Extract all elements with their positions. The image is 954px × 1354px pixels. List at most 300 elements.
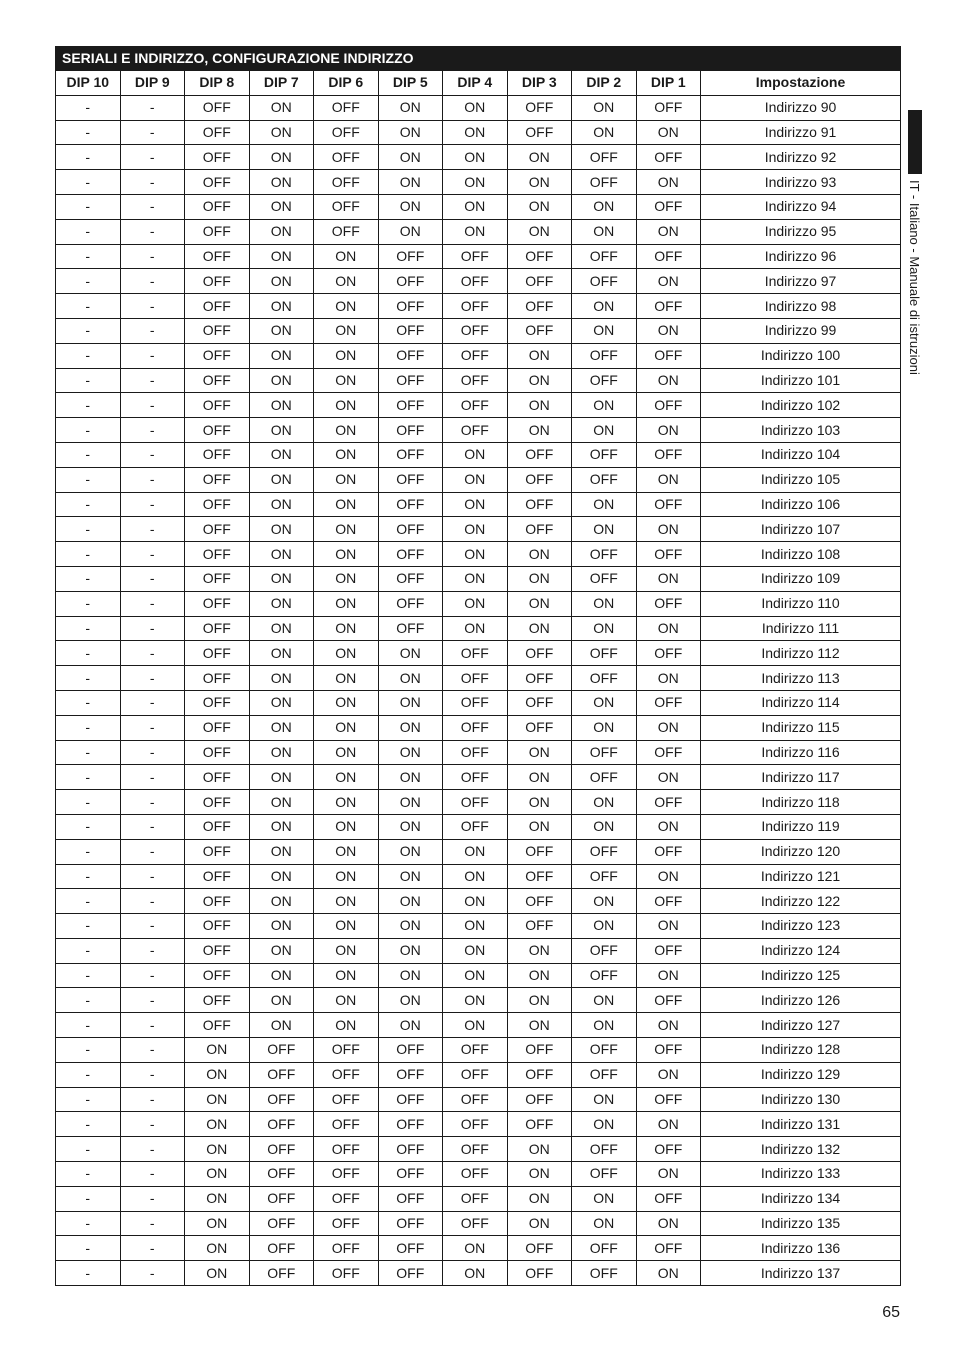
dip-state-cell: - [56,145,121,170]
setting-cell: Indirizzo 137 [701,1261,901,1286]
table-row [56,864,901,889]
dip-state-cell: ON [249,790,314,815]
table-header-row [56,71,901,96]
dip-state-cell: ON [314,1013,379,1038]
column-header: DIP 5 [378,71,443,96]
setting-cell: Indirizzo 107 [701,517,901,542]
dip-state-cell: OFF [507,1236,572,1261]
setting-cell: Indirizzo 133 [701,1162,901,1187]
table-row [56,145,901,170]
dip-state-cell: OFF [249,1038,314,1063]
dip-state-cell: OFF [572,765,637,790]
setting-cell: Indirizzo 91 [701,120,901,145]
dip-state-cell: OFF [443,814,508,839]
setting-cell: Indirizzo 124 [701,938,901,963]
dip-state-cell: ON [636,963,701,988]
dip-state-cell: ON [636,765,701,790]
dip-state-cell: OFF [443,765,508,790]
setting-cell: Indirizzo 135 [701,1211,901,1236]
dip-state-cell: - [120,145,185,170]
dip-state-cell: ON [572,1112,637,1137]
table-row [56,1186,901,1211]
setting-cell: Indirizzo 120 [701,839,901,864]
dip-state-cell: ON [378,839,443,864]
dip-state-cell: ON [636,814,701,839]
dip-state-cell: - [56,393,121,418]
dip-state-cell: OFF [636,1236,701,1261]
dip-state-cell: ON [443,1236,508,1261]
table-row [56,219,901,244]
column-header: DIP 7 [249,71,314,96]
table-row [56,690,901,715]
column-header: DIP 6 [314,71,379,96]
dip-state-cell: ON [249,616,314,641]
dip-state-cell: OFF [185,715,250,740]
dip-state-cell: OFF [314,1261,379,1286]
dip-state-cell: - [120,814,185,839]
setting-cell: Indirizzo 114 [701,690,901,715]
dip-state-cell: ON [249,566,314,591]
dip-state-cell: OFF [378,318,443,343]
setting-cell: Indirizzo 118 [701,790,901,815]
dip-state-cell: OFF [185,542,250,567]
dip-state-cell: - [56,467,121,492]
dip-state-cell: ON [507,988,572,1013]
setting-cell: Indirizzo 96 [701,244,901,269]
dip-state-cell: OFF [443,715,508,740]
dip-state-cell: ON [507,219,572,244]
dip-state-cell: OFF [636,790,701,815]
dip-state-cell: OFF [572,368,637,393]
dip-state-cell: ON [636,517,701,542]
table-row [56,1211,901,1236]
dip-switch-table [55,46,901,1286]
dip-state-cell: - [56,963,121,988]
dip-state-cell: ON [249,343,314,368]
dip-state-cell: ON [249,914,314,939]
dip-state-cell: ON [185,1137,250,1162]
dip-state-cell: OFF [507,1261,572,1286]
dip-state-cell: ON [314,343,379,368]
dip-state-cell: ON [507,765,572,790]
dip-state-cell: - [120,889,185,914]
dip-state-cell: - [56,988,121,1013]
dip-state-cell: - [120,1261,185,1286]
dip-state-cell: ON [443,889,508,914]
table-row [56,1038,901,1063]
dip-state-cell: OFF [378,1062,443,1087]
dip-state-cell: - [56,368,121,393]
dip-state-cell: OFF [443,790,508,815]
dip-state-cell: - [56,666,121,691]
dip-state-cell: OFF [636,294,701,319]
dip-state-cell: ON [249,219,314,244]
dip-state-cell: ON [378,765,443,790]
dip-state-cell: OFF [185,517,250,542]
dip-state-cell: ON [636,318,701,343]
dip-state-cell: OFF [636,641,701,666]
dip-state-cell: ON [572,294,637,319]
dip-state-cell: ON [378,666,443,691]
setting-cell: Indirizzo 113 [701,666,901,691]
dip-state-cell: ON [507,1211,572,1236]
dip-state-cell: ON [249,467,314,492]
dip-state-cell: - [120,616,185,641]
table-row [56,914,901,939]
dip-state-cell: ON [249,294,314,319]
dip-state-cell: OFF [443,1186,508,1211]
dip-state-cell: - [120,666,185,691]
table-row [56,1087,901,1112]
dip-state-cell: ON [636,1211,701,1236]
dip-state-cell: - [120,368,185,393]
dip-state-cell: ON [314,864,379,889]
table-row [56,765,901,790]
dip-state-cell: OFF [443,244,508,269]
dip-state-cell: ON [507,368,572,393]
dip-state-cell: OFF [185,244,250,269]
dip-state-cell: ON [314,938,379,963]
dip-state-cell: - [56,1062,121,1087]
table-title: SERIALI E INDIRIZZO, CONFIGURAZIONE INDIRIZZO [56,47,901,71]
side-language-label: IT - Italiano - Manuale di istruzioni [907,180,922,375]
dip-state-cell: OFF [249,1112,314,1137]
table-row [56,95,901,120]
setting-cell: Indirizzo 116 [701,740,901,765]
dip-state-cell: OFF [314,120,379,145]
dip-state-cell: OFF [443,318,508,343]
dip-state-cell: ON [507,343,572,368]
dip-state-cell: OFF [185,1013,250,1038]
dip-state-cell: - [56,1087,121,1112]
dip-state-cell: - [56,889,121,914]
dip-state-cell: - [120,120,185,145]
dip-state-cell: ON [443,219,508,244]
dip-state-cell: OFF [249,1162,314,1187]
setting-cell: Indirizzo 123 [701,914,901,939]
setting-cell: Indirizzo 103 [701,418,901,443]
dip-state-cell: OFF [443,343,508,368]
dip-state-cell: ON [378,690,443,715]
dip-state-cell: OFF [378,517,443,542]
dip-state-cell: - [120,1013,185,1038]
setting-cell: Indirizzo 129 [701,1062,901,1087]
dip-state-cell: ON [507,790,572,815]
dip-state-cell: OFF [443,1112,508,1137]
dip-state-cell: OFF [507,914,572,939]
dip-state-cell: - [120,914,185,939]
dip-state-cell: OFF [185,864,250,889]
dip-state-cell: ON [572,1211,637,1236]
dip-state-cell: ON [572,988,637,1013]
dip-state-cell: ON [572,418,637,443]
table-row [56,740,901,765]
dip-state-cell: OFF [507,318,572,343]
setting-cell: Indirizzo 97 [701,269,901,294]
dip-state-cell: ON [185,1236,250,1261]
dip-state-cell: ON [443,120,508,145]
dip-state-cell: ON [185,1211,250,1236]
dip-state-cell: OFF [185,343,250,368]
table-row [56,988,901,1013]
dip-state-cell: ON [249,442,314,467]
dip-state-cell: OFF [572,740,637,765]
dip-state-cell: ON [378,641,443,666]
dip-state-cell: - [120,194,185,219]
dip-state-cell: ON [443,839,508,864]
dip-state-cell: ON [314,790,379,815]
table-row [56,294,901,319]
dip-state-cell: - [120,1112,185,1137]
setting-cell: Indirizzo 128 [701,1038,901,1063]
dip-state-cell: OFF [185,740,250,765]
table-row [56,269,901,294]
dip-state-cell: OFF [378,294,443,319]
dip-state-cell: ON [314,393,379,418]
dip-state-cell: - [120,1211,185,1236]
dip-state-cell: ON [636,715,701,740]
dip-state-cell: ON [443,194,508,219]
setting-cell: Indirizzo 109 [701,566,901,591]
dip-state-cell: ON [314,591,379,616]
dip-state-cell: OFF [443,666,508,691]
dip-state-cell: - [56,765,121,790]
setting-cell: Indirizzo 130 [701,1087,901,1112]
dip-state-cell: ON [249,244,314,269]
dip-state-cell: OFF [378,1186,443,1211]
dip-state-cell: ON [507,1162,572,1187]
dip-state-cell: ON [314,666,379,691]
dip-state-cell: OFF [185,839,250,864]
dip-state-cell: OFF [443,368,508,393]
dip-state-cell: OFF [185,765,250,790]
dip-state-cell: ON [378,938,443,963]
dip-state-cell: OFF [185,666,250,691]
dip-state-cell: ON [507,542,572,567]
dip-state-cell: ON [507,145,572,170]
dip-state-cell: - [120,938,185,963]
dip-state-cell: - [120,591,185,616]
dip-state-cell: OFF [185,467,250,492]
dip-state-cell: ON [443,145,508,170]
dip-state-cell: OFF [443,1038,508,1063]
dip-state-cell: - [120,294,185,319]
dip-state-cell: OFF [314,170,379,195]
dip-state-cell: OFF [185,393,250,418]
dip-state-cell: ON [378,95,443,120]
dip-state-cell: ON [572,120,637,145]
dip-state-cell: ON [636,1162,701,1187]
dip-state-cell: ON [249,1013,314,1038]
setting-cell: Indirizzo 136 [701,1236,901,1261]
dip-state-cell: OFF [443,294,508,319]
dip-state-cell: OFF [636,740,701,765]
dip-state-cell: OFF [185,790,250,815]
dip-state-cell: - [120,1137,185,1162]
dip-state-cell: ON [572,814,637,839]
dip-state-cell: ON [507,963,572,988]
table-row [56,616,901,641]
dip-state-cell: - [120,864,185,889]
dip-state-cell: ON [185,1062,250,1087]
column-header: DIP 9 [120,71,185,96]
dip-state-cell: OFF [443,1211,508,1236]
dip-state-cell: ON [636,368,701,393]
table-row [56,1013,901,1038]
dip-state-cell: ON [249,765,314,790]
dip-state-cell: ON [636,170,701,195]
dip-state-cell: ON [185,1112,250,1137]
table-body [56,95,901,1285]
dip-state-cell: - [120,244,185,269]
dip-state-cell: OFF [378,1236,443,1261]
dip-state-cell: ON [314,914,379,939]
setting-cell: Indirizzo 122 [701,889,901,914]
dip-state-cell: - [120,1087,185,1112]
dip-state-cell: OFF [636,839,701,864]
dip-state-cell: OFF [507,690,572,715]
dip-state-cell: OFF [185,120,250,145]
column-header: DIP 4 [443,71,508,96]
dip-state-cell: ON [636,467,701,492]
column-header: DIP 8 [185,71,250,96]
dip-state-cell: - [120,566,185,591]
dip-state-cell: OFF [378,442,443,467]
dip-state-cell: - [120,95,185,120]
table-row [56,889,901,914]
dip-state-cell: ON [572,318,637,343]
dip-state-cell: OFF [249,1087,314,1112]
dip-state-cell: OFF [378,343,443,368]
dip-state-cell: - [56,244,121,269]
dip-state-cell: OFF [443,1162,508,1187]
dip-state-cell: - [56,343,121,368]
dip-state-cell: ON [636,418,701,443]
dip-state-cell: OFF [572,1261,637,1286]
setting-cell: Indirizzo 111 [701,616,901,641]
dip-state-cell: - [56,690,121,715]
dip-state-cell: ON [249,492,314,517]
dip-state-cell: ON [314,492,379,517]
setting-cell: Indirizzo 125 [701,963,901,988]
dip-state-cell: - [56,1038,121,1063]
dip-state-cell: OFF [636,1186,701,1211]
dip-state-cell: OFF [185,95,250,120]
dip-state-cell: - [56,442,121,467]
dip-state-cell: OFF [443,418,508,443]
dip-state-cell: ON [314,269,379,294]
dip-state-cell: OFF [378,616,443,641]
dip-state-cell: ON [378,120,443,145]
dip-state-cell: OFF [185,368,250,393]
dip-state-cell: - [56,318,121,343]
dip-state-cell: - [56,591,121,616]
dip-state-cell: ON [314,418,379,443]
dip-state-cell: - [56,616,121,641]
dip-state-cell: - [120,690,185,715]
dip-state-cell: OFF [507,715,572,740]
dip-state-cell: - [120,641,185,666]
dip-state-cell: ON [249,318,314,343]
dip-state-cell: - [56,418,121,443]
setting-cell: Indirizzo 132 [701,1137,901,1162]
dip-state-cell: ON [572,1087,637,1112]
dip-state-cell: ON [572,393,637,418]
dip-state-cell: ON [314,765,379,790]
dip-state-cell: - [120,343,185,368]
dip-state-cell: ON [249,145,314,170]
dip-state-cell: ON [636,864,701,889]
column-header: DIP 1 [636,71,701,96]
dip-state-cell: ON [572,492,637,517]
dip-state-cell: - [56,517,121,542]
dip-state-cell: OFF [507,95,572,120]
dip-state-cell: ON [572,591,637,616]
dip-state-cell: - [120,963,185,988]
dip-state-cell: OFF [507,1038,572,1063]
setting-cell: Indirizzo 94 [701,194,901,219]
dip-state-cell: OFF [249,1062,314,1087]
dip-state-cell: ON [378,715,443,740]
table-row [56,170,901,195]
dip-state-cell: OFF [443,690,508,715]
dip-state-cell: OFF [185,591,250,616]
dip-state-cell: - [120,170,185,195]
dip-state-cell: ON [443,467,508,492]
dip-state-cell: OFF [185,318,250,343]
dip-state-cell: OFF [249,1186,314,1211]
table-row [56,120,901,145]
dip-state-cell: - [56,542,121,567]
dip-state-cell: ON [443,963,508,988]
dip-state-cell: OFF [572,1038,637,1063]
dip-state-cell: OFF [185,690,250,715]
dip-state-cell: OFF [572,442,637,467]
setting-cell: Indirizzo 127 [701,1013,901,1038]
dip-state-cell: ON [443,170,508,195]
dip-state-cell: - [120,765,185,790]
dip-state-cell: OFF [249,1137,314,1162]
dip-state-cell: OFF [378,269,443,294]
dip-state-cell: OFF [314,1211,379,1236]
dip-state-cell: ON [249,740,314,765]
dip-state-cell: OFF [314,95,379,120]
setting-cell: Indirizzo 106 [701,492,901,517]
dip-state-cell: ON [572,194,637,219]
dip-state-cell: OFF [378,1162,443,1187]
dip-state-cell: OFF [636,591,701,616]
dip-state-cell: ON [249,418,314,443]
setting-cell: Indirizzo 134 [701,1186,901,1211]
dip-state-cell: OFF [185,194,250,219]
dip-state-cell: OFF [572,244,637,269]
table-row [56,839,901,864]
dip-state-cell: ON [249,666,314,691]
dip-state-cell: OFF [507,864,572,889]
dip-state-cell: OFF [572,864,637,889]
dip-state-cell: ON [314,889,379,914]
dip-state-cell: ON [249,542,314,567]
dip-state-cell: ON [185,1186,250,1211]
dip-state-cell: ON [507,591,572,616]
dip-state-cell: - [56,492,121,517]
setting-cell: Indirizzo 99 [701,318,901,343]
dip-state-cell: ON [572,690,637,715]
dip-state-cell: ON [378,988,443,1013]
dip-state-cell: ON [378,889,443,914]
dip-state-cell: ON [443,988,508,1013]
dip-state-cell: ON [378,1013,443,1038]
